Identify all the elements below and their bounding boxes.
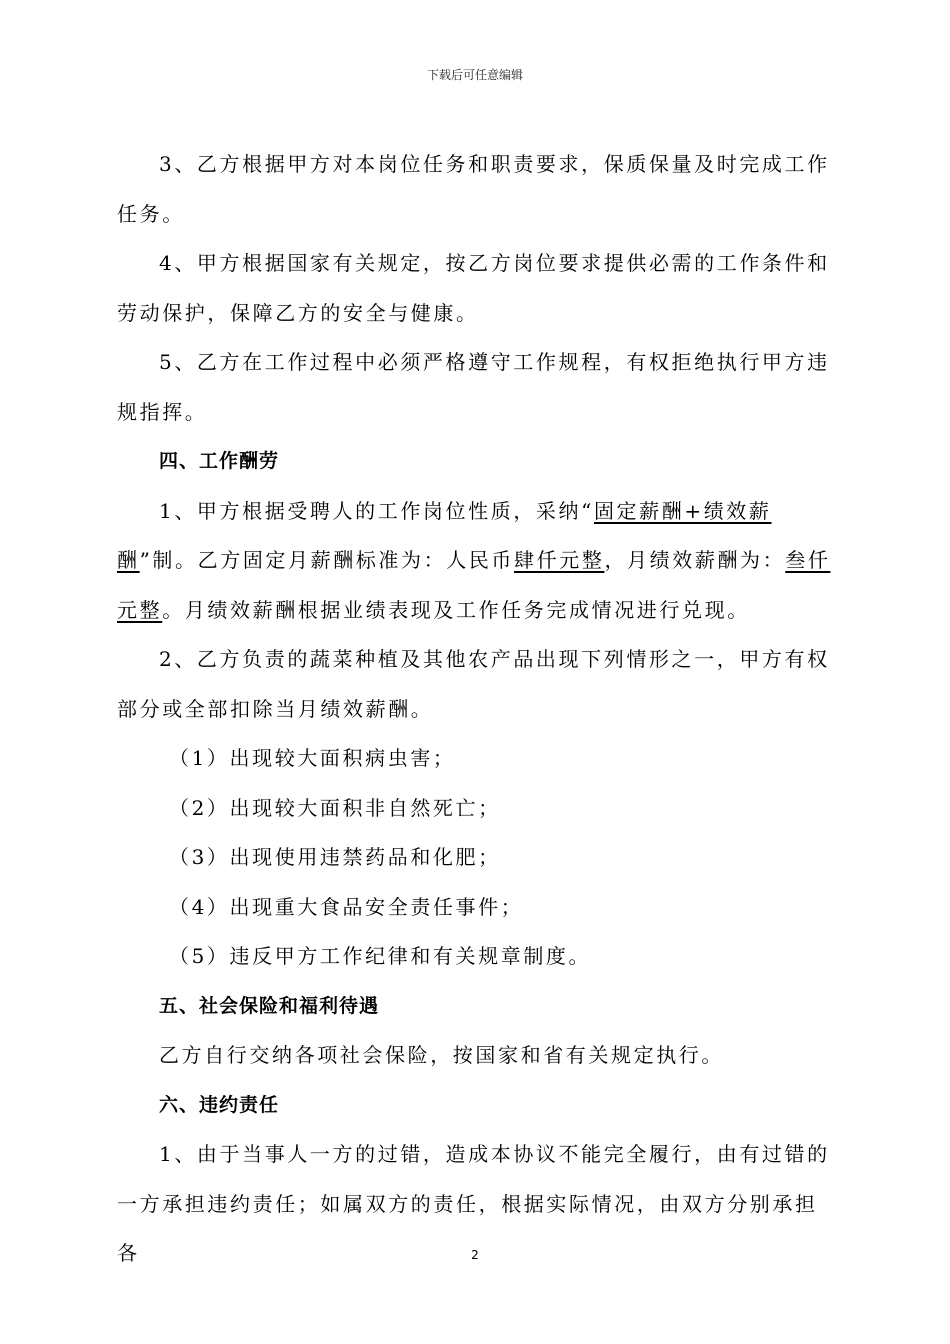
section-5-heading: 五、社会保险和福利待遇 bbox=[159, 994, 380, 1017]
section-6-heading: 六、违约责任 bbox=[159, 1093, 280, 1116]
list-item: （5）违反甲方工作纪律和有关规章制度。 bbox=[169, 944, 592, 968]
list-item: （3）出现使用违禁药品和化肥； bbox=[169, 845, 501, 869]
performance-salary-amount: 叁仟元整 bbox=[117, 548, 831, 622]
list-item: （2）出现较大面积非自然死亡； bbox=[169, 795, 501, 820]
section-5-paragraph-1: 乙方自行交纳各项社会保险，按国家和省有关规定执行。 bbox=[159, 1043, 724, 1067]
page-number: 2 bbox=[471, 1248, 479, 1262]
text-segment: ”制。乙方固定月薪酬标准为：人民币 bbox=[139, 548, 515, 572]
text-segment: 。月绩效薪酬根据业绩表现及工作任务完成情况进行兑现。 bbox=[162, 597, 750, 622]
list-item: （1）出现较大面积病虫害； bbox=[169, 746, 456, 770]
list-item: （4）出现重大食品安全责任事件； bbox=[169, 894, 524, 919]
paragraph-4: 4、甲方根据国家有关规定，按乙方岗位要求提供必需的工作条件和劳动保护，保障乙方的安全与健康。 bbox=[117, 251, 830, 325]
paragraph-5: 5、乙方在工作过程中必须严格遵守工作规程，有权拒绝执行甲方违规指挥。 bbox=[117, 350, 830, 424]
section-4-paragraph-1 bbox=[117, 487, 839, 636]
document-body bbox=[117, 140, 839, 1279]
section-4-paragraph-2: 2、乙方负责的蔬菜种植及其他农产品出现下列情形之一，甲方有权部分或全部扣除当月绩效薪酬。 bbox=[117, 647, 830, 721]
salary-type: 固定薪酬+绩效薪酬 bbox=[117, 498, 772, 572]
fixed-salary-amount: 肆仟元整 bbox=[514, 548, 605, 572]
text-segment: 1、甲方根据受聘人的工作岗位性质，采纳“ bbox=[159, 498, 594, 523]
section-4-heading: 四、工作酬劳 bbox=[159, 450, 280, 472]
paragraph-3: 3、乙方根据甲方对本岗位任务和职责要求，保质保量及时完成工作任务。 bbox=[117, 152, 830, 226]
text-segment: ，月绩效薪酬为： bbox=[604, 548, 786, 572]
section-6-paragraph-1: 1、由于当事人一方的过错，造成本协议不能完全履行，由有过错的一方承担违约责任；如属双方的责任，根据实际情况，由双方分别承担各 bbox=[117, 1142, 830, 1265]
page-header: 下载后可任意编辑 bbox=[426, 68, 523, 82]
